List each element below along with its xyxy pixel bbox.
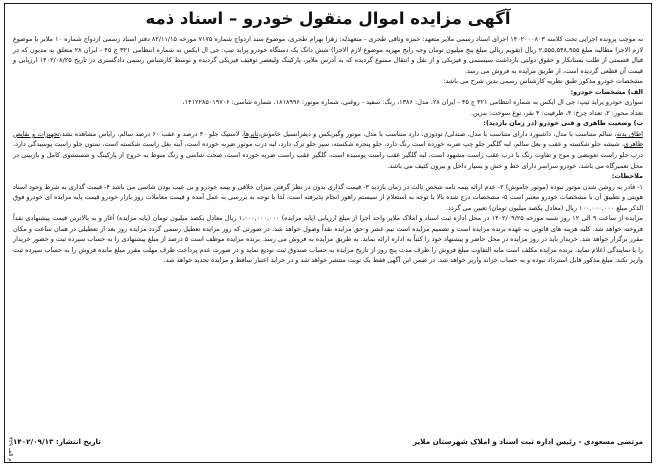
spec-line-2: تعداد محور: ۲، تعداد چرخ: ۴، ظرفیت: ۴ نفر، نوع سوخت: بنزین. bbox=[470, 108, 643, 117]
notice-footer bbox=[13, 436, 643, 458]
heading-vehicle-specs: الف) مشخصات خودرو: bbox=[570, 87, 643, 96]
cond-text-defects: ، شیشه جلو شکسته و عقب و بغل سالم، لبه گلگیر جلو چپ ضربه خورده است رنگ دارد، جلو پنجره شکسته، سپر جلو ترک دارد، لبه درب موتور ضربه خورده است، آینه بغل راست شکسته است، ستون جلو راست پوسیدگی دارد، درب جلو راست تعویضی و موج و تفاوت رنگ با درب عقب راست مشهود است، لبه گلگیر عقب راست پوسیده است، گلگیر عقب راست ضربه خورده است، صحت شاسی و رنگ منوط به خروج از پارکینگ و شستشوی کامل و بازبینی در محل تعمیرگاه می باشد، خودرو سراسر دارای خط و خش و بسیار داخل و بیرون کثیف می باشد. bbox=[13, 140, 643, 170]
signature: مرتضی مسعودی - رئیس اداره ثبت اسناد و املاک شهرستان ملایر bbox=[413, 437, 643, 446]
auction-terms-paragraph: مزایده از ساعت ۹ الی ۱۲ روز شنبه مورخه ۱۴۰۲/۰۹/۲۵ در محل اداره ثبت اسناد و املاک ملایر واحد اجرا از مبلغ ارزیابی (پایه مزایده) ۱,۰۰۰,۰۰۰,۰۰۰ ریال معادل یکصد میلیون تومان (پایه مزایده) آغاز و به بالاترین قیمت پیشنهادی نقداً فروخته خواهد شد. کلیه هزینه های قانونی به عهده برنده مزایده است و تصمیم مزایده است نیم عشر و حق مزایده نقداً وصول خواهد شد. در صورتی که روز مزایده تعطیل رسمی گردد مزایده روز بعد از تعطیلی در همان ساعت و مکان مقرر برگزار خواهد شد. خریدار باید در روز مزایده در محل حاضر و پیشنهاد خود را کتباً به اداره ارائه نماید. به طریق مزایده به فروش می رسد. برنده مزایده موظف است ۵ درصد از مبلغ پیشنهادی را به حساب سپرده ثبت و حضور خریدار را با نمایندگی اعلام نماید. برنده مزایده مکلف است مابه التفاوت مبلغ فروش را ظرف مدت پنج روز از تاریخ مزایده به حساب صندوق ثبت تودیع نماید و در صورت عدم پرداخت ظرف مهلت مقرر مبلغ مانده فروش را به حساب سپرده ثبت واریز نکند، مبلغ مذکور قابل استرداد نبوده و به حساب خزانه واریز خواهد شد. در ضمن این آگهی فقط یک نوبت منتشر خواهد شد و در جراید اعتبار سافظ و مزایده تجدید خواهد شد. bbox=[13, 214, 643, 265]
spec-line-1: سواری خودرو پراید تیپ: جی ال ایکس به شماره انتظامی ۳۲۱ ج ۴۵ - ایران ۲۸، مدل: ۱۳۸۶، رنگ: سفید - روغنی، شماره موتور: ۱۸۱۸۹۹۶، شماره شاسی: ۱۴۱۲۲۸۵۰۱۹۷۰۶، bbox=[182, 98, 643, 107]
cond-text-body: ، سالم متناسب با مدل، داشبورد دارای متناسب با مدل، صندلی/ تودوزی، دارد متناسب با مدل، موتور وگیربکس و دیفرانسیل خاموش، bbox=[258, 129, 617, 138]
heading-notes: ملاحظات: bbox=[611, 172, 643, 181]
notice-page bbox=[4, 3, 652, 463]
specs-intro: مشخصات خودرو مذکور طبق نظریه کارشناس رسمی بدین شرح می باشد: bbox=[443, 77, 643, 86]
intro-paragraph: به موجب پرونده اجرایی تحت کلاسه ۱۴۰۲۰۰۰۸۰۳ اجرای اسناد رسمی ملایر متعهد: حمزه وثاقی طجری - متعهدله: زهرا بهرام طجری، موضوع سند ازدواج شماره ۷۱۷۵ مورخه ۸۲/۱۱/۱۵ دفتر اسناد رسمی ازدواج شماره ۱۰ ملایر با موضوع لازم الاجرا مطالبه مبلغ ۲,۵۵۵,۵۴۸,۹۵۵ ریال (تقویم ریالی مبلغ پنج میلیون تومان وجه رایج مهریه موضوع لازم الاجرا) شش دانگ یک دستگاه خودرو پراید تیپ: جی ال ایکس به شماره انتظامی ۳۲۱ ج ۴۵ - ایران ۲۸ متعلق به مدیون که در قبال قسمتی از طلب بستانکار و حقوق دولتی بازداشت سیستمی و فیزیکی و از نقل و انتقال ممنوع گردیده که به آدرس ملایر، پارکینگ ولیعصر توقیف فیزیکی گردیده و توسط کارشناس رسمی دادگستری در تاریخ ۱۴۰۲/۰۸/۲۵ ارزیابی و قیمت آن قطعی گردیده است، از طریق مزایده به فروش می رسد. bbox=[13, 35, 644, 75]
publish-date: تاریخ انتشار: ۱۴۰۲/۰۹/۱۳ bbox=[13, 437, 101, 446]
cond-label-defects: تجهیزات و نقایص ظاهری bbox=[13, 129, 643, 149]
notice-body bbox=[13, 34, 643, 266]
cond-text-tires: ، لاستیک جلو ۴۰ درصد و عقب ۶۰ درصد سالم، رایاس مشاهده نشد، bbox=[59, 129, 244, 138]
notice-title: آگهی مزایده اموال منقول خودرو – اسناد ذمه bbox=[145, 9, 511, 28]
notice-ref-number: م الف ۴۲۹ bbox=[7, 437, 13, 462]
notes-paragraph: ۱- قادر به روشن شدن موتور نبوده (موتور خاموش) ۲- عدم ارائه بیمه نامه شخص ثالث در زمان بازدید ۳- قیمت گذاری بدون در نظر گرفتن میزان خلافی و بیمه خودرو و بی عیب بودن شاسی می باشد ۴- قیمت گذاری به شرط وجود اسناد هویتی و تطبیق آن با مشخصات خودرو معتبر است ۵- مشخصات درج شده بالا با توجه به استعلام از سیستم راهور انجام پذیرفته است. لذا با توجه به بررسی به عمل آمده و قیمت معاملات روز بازار خودرو قیمت پایه مزایده ای خودرو فوق الذکر مبلغ ۱۰۰,۰۰۰,۰۰۰ ریال (معادل یکصد میلیون تومان) تعیین می گردد. bbox=[13, 182, 644, 212]
cond-label-body: اطاق بدنه bbox=[616, 129, 643, 138]
condition-paragraph bbox=[13, 129, 643, 171]
heading-condition: ب) وضعیت ظاهری و فنی خودرو (در زمان بازدید): bbox=[483, 119, 643, 128]
cond-label-tires: تایرها bbox=[243, 129, 259, 138]
